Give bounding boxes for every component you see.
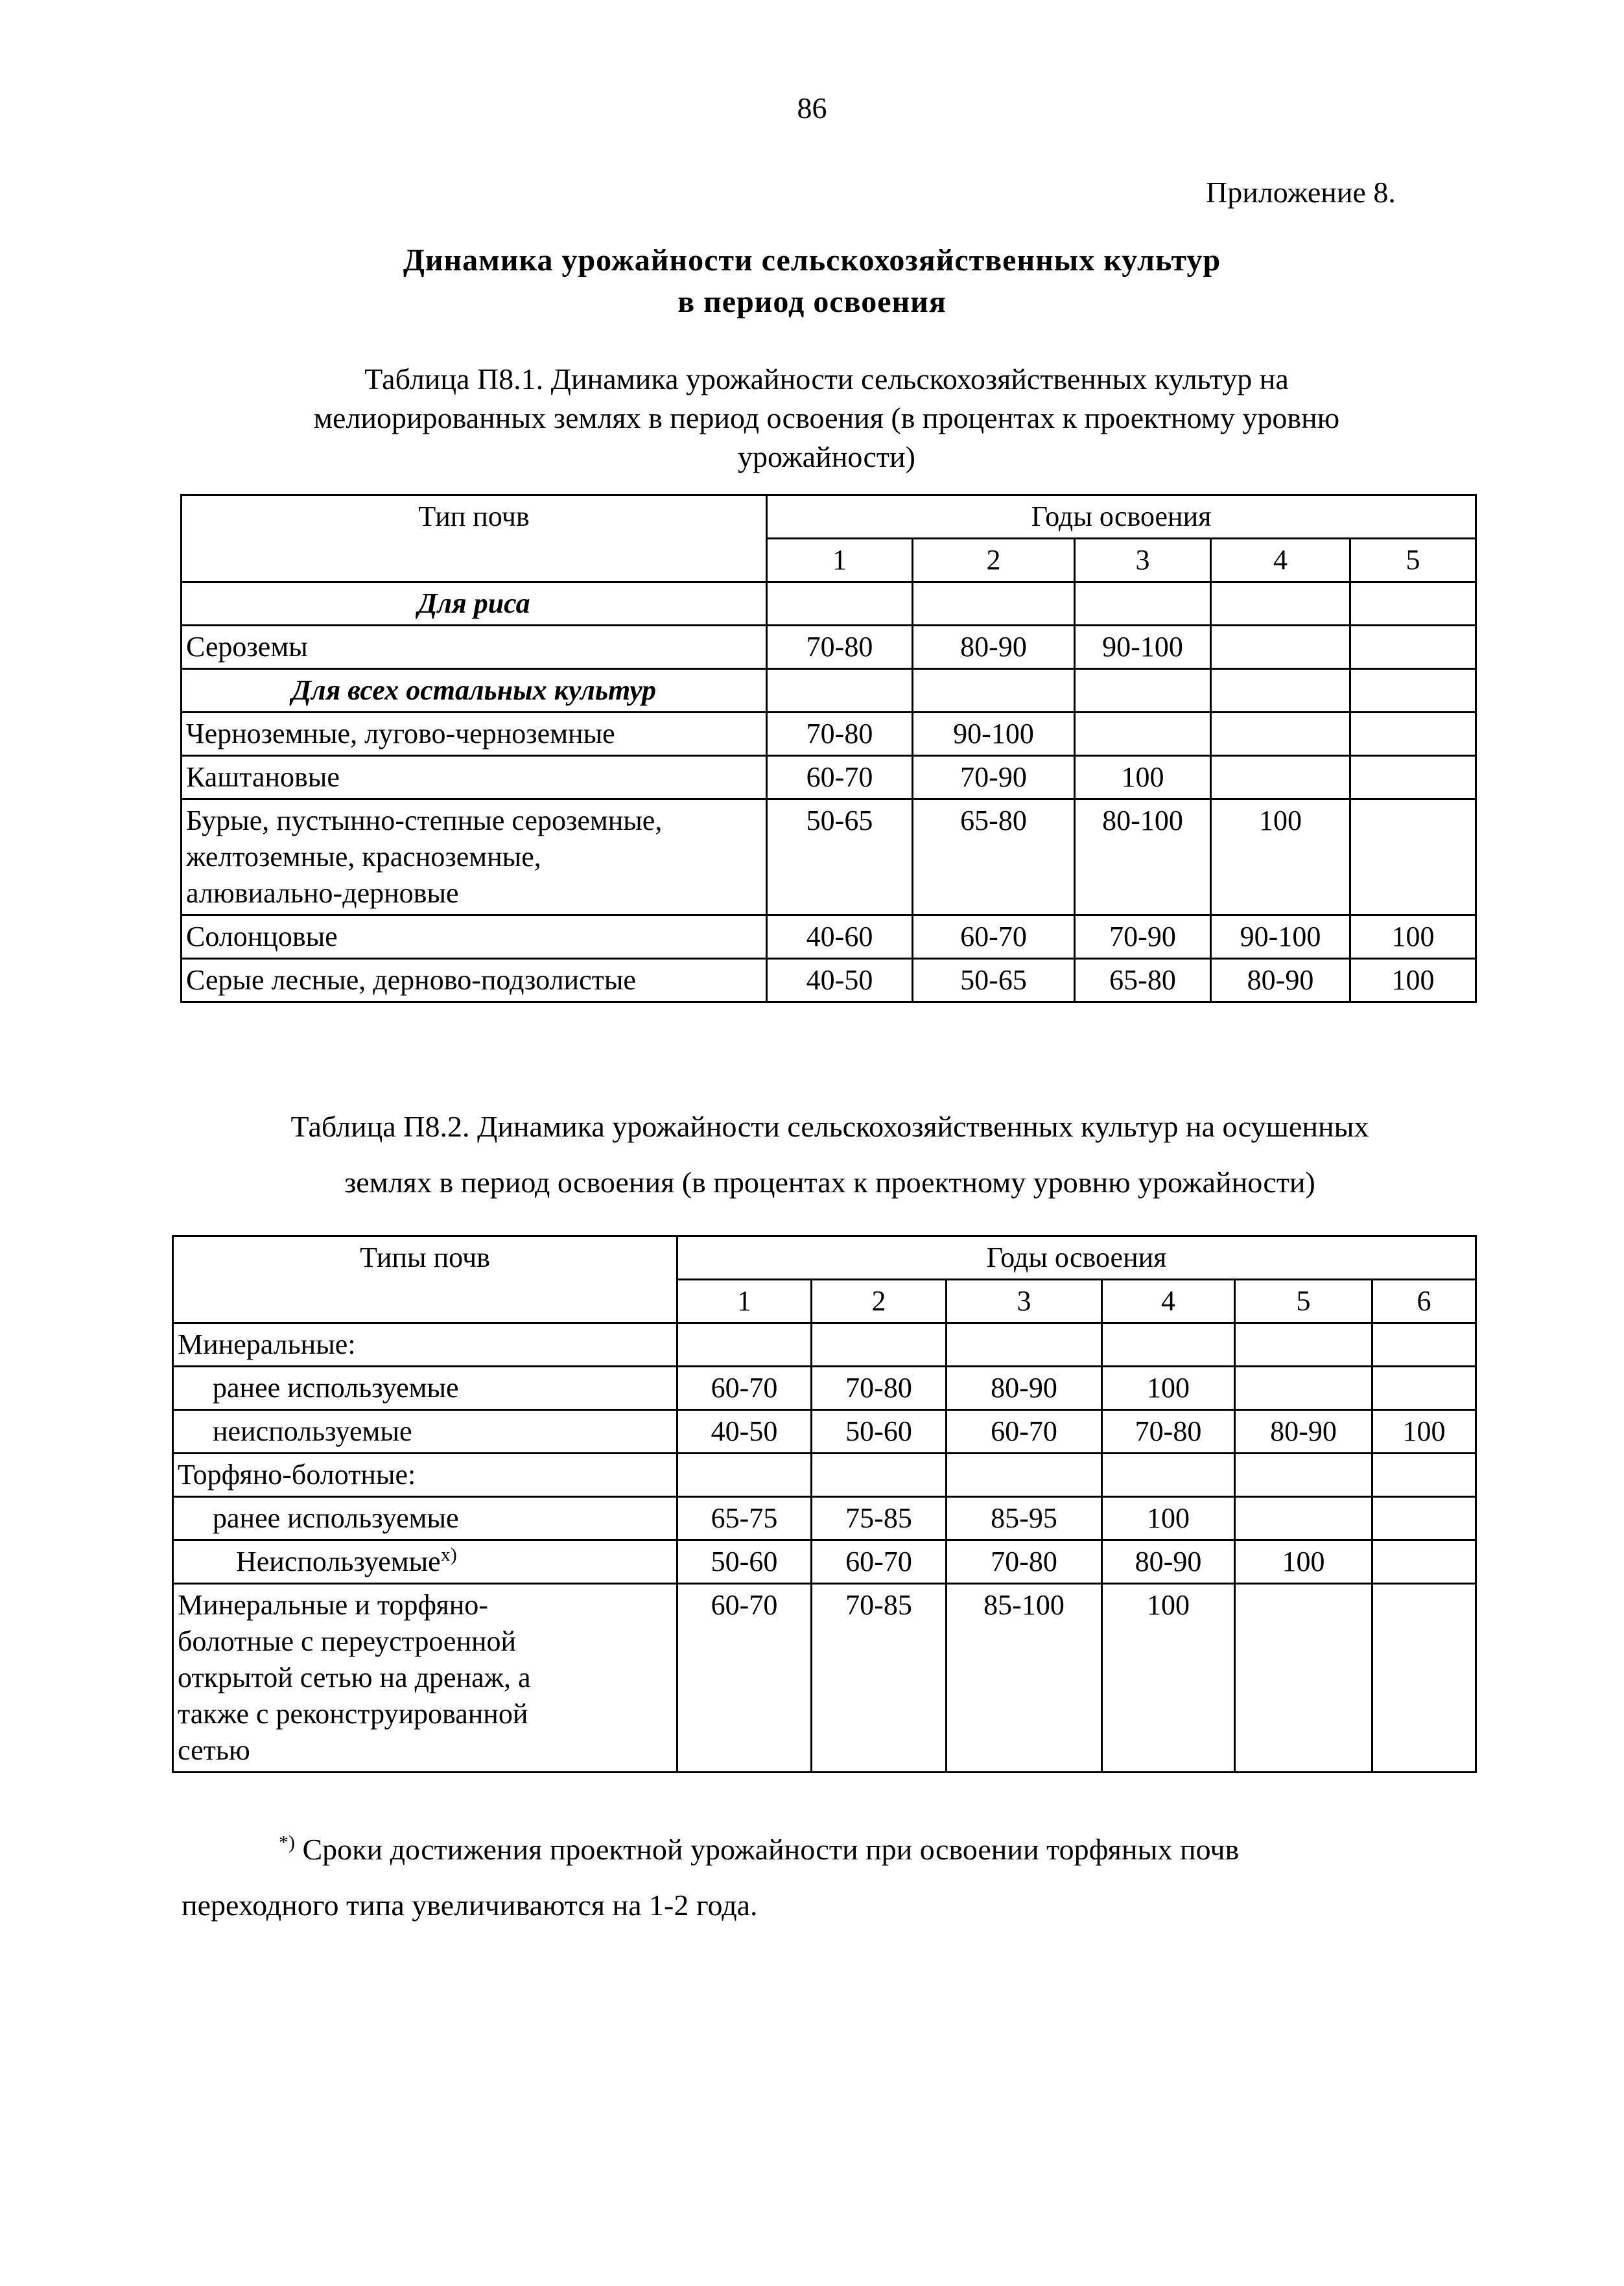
table2 [172,1235,1477,1773]
table2-col-years: Годы освоения [677,1236,1476,1280]
soil-type-line: Бурые, пустынно-степные сероземные, [186,805,663,836]
soil-type-line: сетью [178,1734,250,1766]
value-cell [1350,756,1476,799]
value-cell: 70-80 [767,626,913,669]
value-cell: 70-80 [947,1540,1102,1584]
table1-caption-line-1: Таблица П8.1. Динамика урожайности сельскохозяйственных культур на [364,362,1289,395]
soil-type-line: болотные с переустроенной [178,1625,517,1657]
value-cell: 65-75 [677,1497,812,1540]
value-cell: 100 [1102,1367,1235,1410]
value-cell: 100 [1350,959,1476,1002]
value-cell [1350,713,1476,756]
soil-type-cell [182,799,767,915]
value-cell: 90-100 [913,713,1075,756]
table1-col-soil: Тип почв [182,495,767,582]
table-row [173,1367,1476,1410]
table1-year: 2 [913,539,1075,582]
table2-caption-line-2: землях в период освоения (в процентах к проектному уровню урожайности) [344,1166,1315,1199]
value-cell: 60-70 [913,915,1075,959]
value-cell [1350,799,1476,915]
soil-type-line: Минеральные и торфяно- [178,1589,488,1621]
table-row [173,1584,1476,1773]
value-cell: 80-90 [1211,959,1350,1002]
value-cell: 100 [1102,1584,1235,1773]
value-cell: 70-80 [1102,1410,1235,1454]
table-row [173,1497,1476,1540]
value-cell: 70-80 [767,713,913,756]
soil-type-cell: Черноземные, лугово-черноземные [182,713,767,756]
value-cell [1372,1584,1476,1773]
value-cell: 60-70 [677,1584,812,1773]
value-cell: 40-60 [767,915,913,959]
value-cell: 90-100 [1075,626,1211,669]
value-cell: 70-80 [812,1367,947,1410]
table1-year: 3 [1075,539,1211,582]
soil-type-cell [173,1540,677,1584]
title-line-2: в период освоения [677,285,947,319]
footnote-text-1: Сроки достижения проектной урожайности при освоении торфяных почв [302,1833,1240,1866]
table-row [173,1410,1476,1454]
value-cell: 40-50 [677,1410,812,1454]
value-cell: 70-90 [913,756,1075,799]
footnote-marker: х) [440,1544,457,1566]
table2-year: 2 [812,1280,947,1323]
value-cell [1211,756,1350,799]
table2-caption [182,1099,1478,1210]
table2-year: 1 [677,1280,812,1323]
table1-year: 5 [1350,539,1476,582]
value-cell: 90-100 [1211,915,1350,959]
value-cell [1211,713,1350,756]
value-cell: 60-70 [947,1410,1102,1454]
title-line-1: Динамика урожайности сельскохозяйственных культур [403,243,1221,277]
value-cell: 70-85 [812,1584,947,1773]
table1-caption-line-2: мелиорированных землях в период освоения (в процентах к проектному уровню [313,401,1340,434]
soil-type-cell: Сероземы [182,626,767,669]
footnote-line-2: переходного типа увеличиваются на 1-2 года. [182,1889,758,1922]
value-cell: 60-70 [677,1367,812,1410]
table1-group-row [182,582,1476,626]
value-cell: 100 [1102,1497,1235,1540]
value-cell: 65-80 [1075,959,1211,1002]
soil-type-cell: Каштановые [182,756,767,799]
table1-header-row [182,495,1476,539]
soil-type-line: также с реконструированной [178,1698,528,1730]
soil-type-line: открытой сетью на дренаж, а [178,1662,531,1693]
table1-caption [194,360,1459,477]
table-row [182,915,1476,959]
table2-caption-line-1: Таблица П8.2. Динамика урожайности сельскохозяйственных культур на осушенных [290,1110,1369,1143]
value-cell: 60-70 [812,1540,947,1584]
soil-type-cell: неиспользуемые [173,1410,677,1454]
value-cell: 100 [1235,1540,1372,1584]
soil-type-cell: Солонцовые [182,915,767,959]
table2-group-row [173,1454,1476,1497]
soil-type-line: желтоземные, красноземные, [186,841,541,873]
soil-type-cell: ранее используемые [173,1497,677,1540]
table-row [182,713,1476,756]
soil-type-label: Неиспользуемые [236,1546,441,1577]
footnote [182,1822,1478,1933]
table-row [173,1540,1476,1584]
soil-type-cell: Серые лесные, дерново-подзолистые [182,959,767,1002]
soil-type-cell [173,1584,677,1773]
footnote-marker: *) [279,1832,295,1854]
table1 [180,494,1477,1003]
table-row [182,626,1476,669]
value-cell: 80-90 [913,626,1075,669]
value-cell: 70-90 [1075,915,1211,959]
value-cell: 85-100 [947,1584,1102,1773]
value-cell: 50-60 [812,1410,947,1454]
table2-year: 4 [1102,1280,1235,1323]
value-cell: 100 [1075,756,1211,799]
value-cell: 60-70 [767,756,913,799]
table1-year: 4 [1211,539,1350,582]
value-cell: 50-65 [767,799,913,915]
value-cell: 80-90 [1102,1540,1235,1584]
table2-header-row [173,1236,1476,1280]
value-cell: 100 [1350,915,1476,959]
value-cell: 80-100 [1075,799,1211,915]
value-cell [1075,713,1211,756]
value-cell [1350,626,1476,669]
table-row [182,799,1476,915]
value-cell [1235,1367,1372,1410]
value-cell: 40-50 [767,959,913,1002]
value-cell: 50-65 [913,959,1075,1002]
value-cell: 50-60 [677,1540,812,1584]
value-cell: 100 [1211,799,1350,915]
table1-group-heading: Для риса [182,582,767,626]
value-cell [1372,1497,1476,1540]
document-title [0,240,1624,323]
value-cell: 65-80 [913,799,1075,915]
table2-year: 5 [1235,1280,1372,1323]
value-cell [1235,1497,1372,1540]
value-cell: 80-90 [1235,1410,1372,1454]
table2-group-heading: Минеральные: [173,1323,677,1367]
value-cell [1372,1367,1476,1410]
soil-type-cell: ранее используемые [173,1367,677,1410]
value-cell: 100 [1372,1410,1476,1454]
value-cell: 85-95 [947,1497,1102,1540]
footnote-line-1 [182,1822,1478,1878]
table1-caption-line-3: урожайности) [738,440,915,473]
table-row [182,756,1476,799]
value-cell: 75-85 [812,1497,947,1540]
table1-col-years: Годы освоения [767,495,1476,539]
table2-group-heading: Торфяно-болотные: [173,1454,677,1497]
table2-year: 3 [947,1280,1102,1323]
value-cell [1211,626,1350,669]
soil-type-line: алювиально-дерновые [186,877,459,909]
table1-group-row [182,669,1476,713]
table2-col-soil: Типы почв [173,1236,677,1323]
table-row [182,959,1476,1002]
page-number: 86 [797,91,827,124]
table2-group-row [173,1323,1476,1367]
table1-group-heading: Для всех остальных культур [182,669,767,713]
value-cell [1235,1584,1372,1773]
appendix-label: Приложение 8. [1206,176,1396,209]
table2-year: 6 [1372,1280,1476,1323]
value-cell [1372,1540,1476,1584]
value-cell: 80-90 [947,1367,1102,1410]
table1-year: 1 [767,539,913,582]
